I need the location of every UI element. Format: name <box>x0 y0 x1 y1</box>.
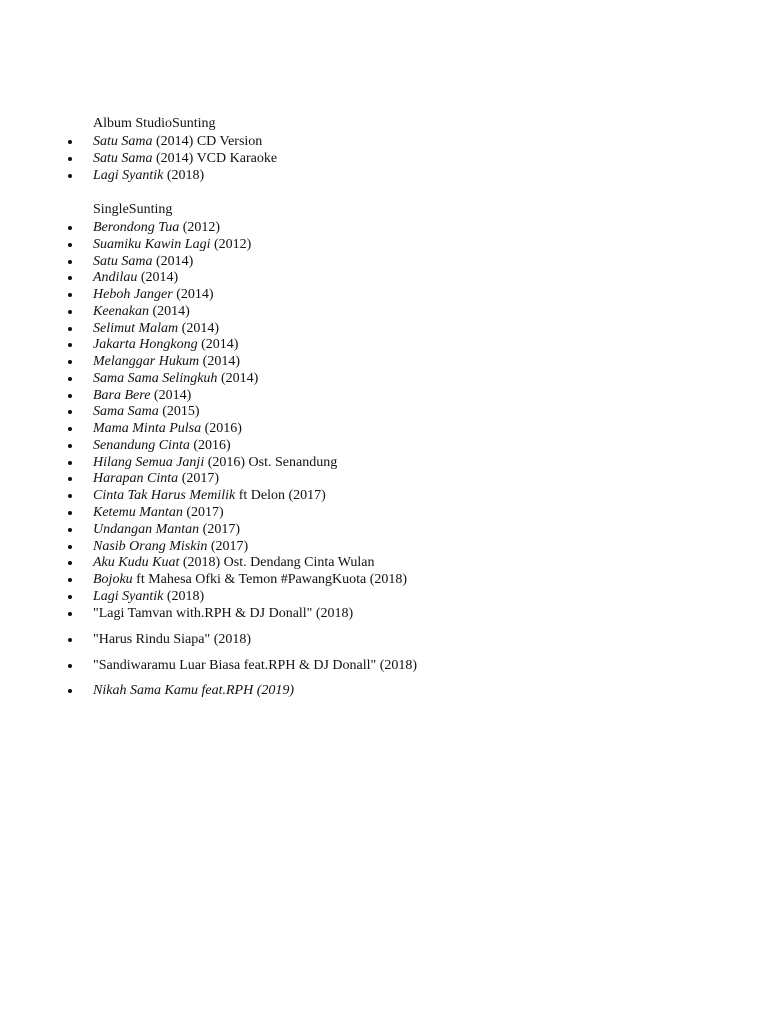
single-details: (2012) <box>210 237 252 252</box>
bullet-icon <box>68 174 72 178</box>
single-details: (2015) <box>158 404 200 419</box>
bullet-icon <box>68 360 72 364</box>
bullet-icon <box>68 157 72 161</box>
album-title: Lagi Syantik <box>93 168 164 183</box>
single-details: ft Mahesa Ofki & Temon #PawangKuota (2018) <box>132 572 408 587</box>
single-title: Sama Sama Selingkuh <box>93 371 218 386</box>
single-details: (2016) <box>201 421 242 436</box>
bullet-icon <box>68 511 72 515</box>
bullet-icon <box>68 243 72 247</box>
bullet-icon <box>68 394 72 398</box>
bullet-icon <box>68 226 72 230</box>
single-details: "Lagi Tamvan with.RPH & DJ Donall" (2018) <box>93 606 354 621</box>
single-title: Nikah Sama Kamu feat.RPH (2019) <box>93 683 295 698</box>
single-details: (2014) <box>178 321 219 336</box>
album-title: Satu Sama <box>93 151 153 166</box>
album-title: Satu Sama <box>93 134 153 149</box>
single-details: ft Delon (2017) <box>235 488 326 503</box>
single-title: Ketemu Mantan <box>93 505 183 520</box>
single-title: Harapan Cinta <box>93 471 179 486</box>
single-details: "Harus Rindu Siapa" (2018) <box>93 632 252 647</box>
bullet-icon <box>68 578 72 582</box>
single-title: Bara Bere <box>93 388 151 403</box>
single-details: (2014) <box>199 354 240 369</box>
single-title: Keenakan <box>93 304 149 319</box>
single-details: (2014) <box>148 304 190 319</box>
single-title: Berondong Tua <box>93 220 180 235</box>
bullet-icon <box>68 477 72 481</box>
single-title: Selimut Malam <box>93 321 179 336</box>
single-title: Senandung Cinta <box>93 438 190 453</box>
single-title: Bojoku <box>93 572 133 587</box>
single-title: Nasib Orang Miskin <box>93 539 208 554</box>
single-details: (2014) <box>150 388 192 403</box>
single-details: (2017) <box>207 539 249 554</box>
single-details: (2012) <box>179 220 221 235</box>
single-title: Jakarta Hongkong <box>93 337 198 352</box>
bullet-icon <box>68 545 72 549</box>
single-details: (2017) <box>199 522 240 537</box>
single-details: (2014) <box>172 287 214 302</box>
bullet-icon <box>68 638 72 642</box>
bullet-icon <box>68 140 72 144</box>
single-details: (2016) <box>189 438 231 453</box>
bullet-icon <box>68 343 72 347</box>
bullet-icon <box>68 664 72 668</box>
bullet-icon <box>68 410 72 414</box>
bullet-icon <box>68 327 72 331</box>
album-section-heading: Album StudioSunting <box>93 116 216 131</box>
single-details: (2018) Ost. Dendang Cinta Wulan <box>179 555 375 570</box>
single-title: Sama Sama <box>93 404 159 419</box>
bullet-icon <box>68 260 72 264</box>
single-details: (2014) <box>137 270 179 285</box>
album-details: (2014) CD Version <box>152 134 263 149</box>
single-details: (2014) <box>197 337 239 352</box>
single-title: Andilau <box>93 270 138 285</box>
bullet-icon <box>68 427 72 431</box>
bullet-icon <box>68 528 72 532</box>
bullet-icon <box>68 461 72 465</box>
single-section-heading: SingleSunting <box>93 202 173 217</box>
single-title: Cinta Tak Harus Memilik <box>93 488 236 503</box>
single-title: Suamiku Kawin Lagi <box>93 237 211 252</box>
single-title: Aku Kudu Kuat <box>93 555 180 570</box>
bullet-icon <box>68 293 72 297</box>
bullet-icon <box>68 276 72 280</box>
single-details: (2018) <box>163 589 205 604</box>
bullet-icon <box>68 444 72 448</box>
single-details: (2016) Ost. Senandung <box>204 455 338 470</box>
bullet-icon <box>68 595 72 599</box>
single-title: Heboh Janger <box>93 287 173 302</box>
single-title: Undangan Mantan <box>93 522 200 537</box>
bullet-icon <box>68 310 72 314</box>
single-title: Mama Minta Pulsa <box>93 421 202 436</box>
album-details: (2014) VCD Karaoke <box>152 151 278 166</box>
bullet-icon <box>68 561 72 565</box>
single-details: "Sandiwaramu Luar Biasa feat.RPH & DJ Donall" (2018) <box>93 658 418 673</box>
bullet-icon <box>68 612 72 616</box>
single-title: Lagi Syantik <box>93 589 164 604</box>
single-details: (2014) <box>217 371 259 386</box>
single-title: Hilang Semua Janji <box>93 455 205 470</box>
single-title: Satu Sama <box>93 254 153 269</box>
single-title: Melanggar Hukum <box>93 354 200 369</box>
album-details: (2018) <box>163 168 205 183</box>
single-details: (2017) <box>182 505 224 520</box>
single-details: (2014) <box>152 254 194 269</box>
bullet-icon <box>68 689 72 693</box>
bullet-icon <box>68 377 72 381</box>
bullet-icon <box>68 494 72 498</box>
single-details: (2017) <box>178 471 220 486</box>
